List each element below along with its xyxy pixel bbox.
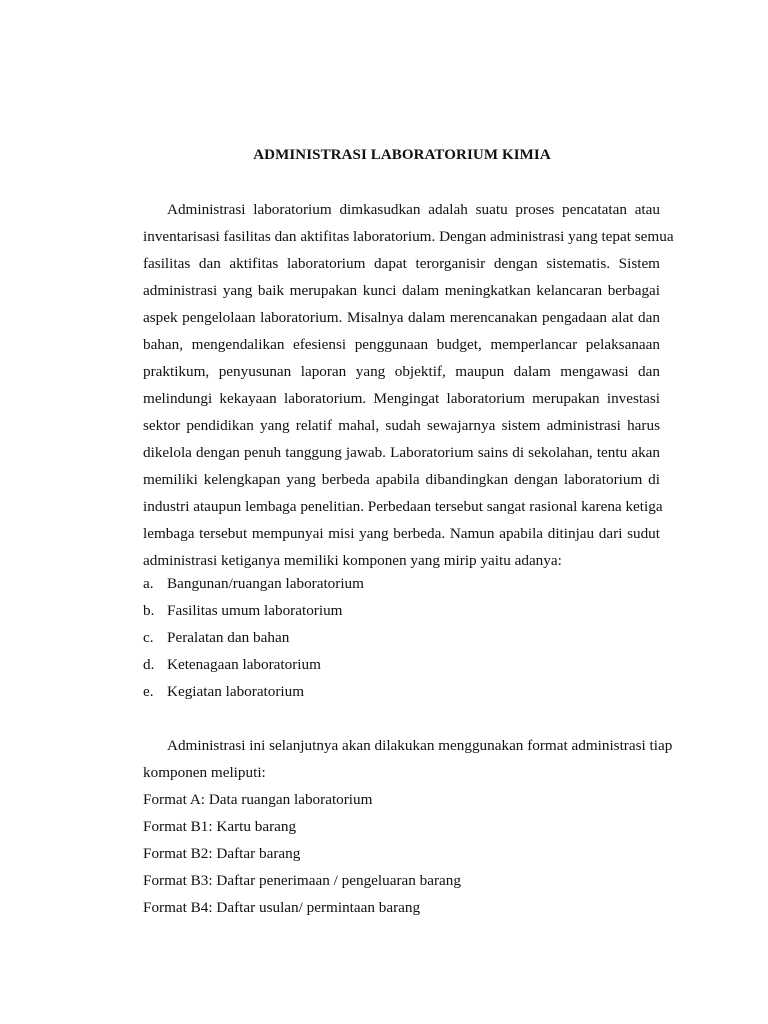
format-list [143, 786, 461, 921]
paragraph-line: administrasi ketiganya memiliki komponen yang mirip yaitu adanya: [143, 552, 562, 569]
paragraph-line: dikelola dengan penuh tanggung jawab. Laboratorium sains di sekolahan, tentu akan [143, 444, 660, 461]
list-marker: d. [143, 656, 155, 673]
paragraph-line: lembaga tersebut mempunyai misi yang berbeda. Namun apabila ditinjau dari sudut [143, 525, 660, 542]
list-marker: c. [143, 629, 154, 646]
paragraph-line: memiliki kelengkapan yang berbeda apabila dibandingkan dengan laboratorium di [143, 471, 660, 488]
list-marker: b. [143, 602, 155, 619]
list-item-text: Fasilitas umum laboratorium [167, 602, 343, 619]
component-list [143, 570, 364, 705]
paragraph-line: administrasi yang baik merupakan kunci dalam meningkatkan kelancaran berbagai [143, 282, 660, 299]
paragraph-line: Administrasi laboratorium dimkasudkan adalah suatu proses pencatatan atau [167, 201, 660, 218]
paragraph-line: sektor pendidikan yang relatif mahal, sudah sewajarnya sistem administrasi harus [143, 417, 660, 434]
paragraph-line: fasilitas dan aktifitas laboratorium dapat terorganisir dengan sistematis. Sistem [143, 255, 660, 272]
paragraph-line: Administrasi ini selanjutnya akan dilakukan menggunakan format administrasi tiap [167, 737, 673, 754]
list-item [143, 570, 364, 597]
list-marker: e. [143, 683, 154, 700]
format-item: Format B3: Daftar penerimaan / pengeluaran barang [143, 872, 461, 889]
paragraph-line: inventarisasi fasilitas dan aktifitas laboratorium. Dengan administrasi yang tepat semua [143, 228, 674, 245]
format-intro-paragraph [143, 732, 673, 786]
paragraph-line: bahan, mengendalikan efesiensi penggunaan budget, memperlancar pelaksanaan [143, 336, 660, 353]
list-item-text: Ketenagaan laboratorium [167, 656, 321, 673]
paragraph-line: industri ataupun lembaga penelitian. Perbedaan tersebut sangat rasional karena ketiga [143, 498, 663, 515]
list-marker: a. [143, 575, 154, 592]
list-item-text: Peralatan dan bahan [167, 629, 290, 646]
intro-paragraph [143, 196, 674, 574]
document-title: ADMINISTRASI LABORATORIUM KIMIA [253, 147, 551, 163]
list-item [143, 651, 364, 678]
list-item [143, 678, 364, 705]
list-item [143, 597, 364, 624]
format-item: Format B1: Kartu barang [143, 818, 297, 835]
format-item: Format B2: Daftar barang [143, 845, 301, 862]
list-item-text: Bangunan/ruangan laboratorium [167, 575, 364, 592]
format-item: Format B4: Daftar usulan/ permintaan barang [143, 899, 421, 916]
paragraph-line: komponen meliputi: [143, 764, 266, 781]
paragraph-line: aspek pengelolaan laboratorium. Misalnya dalam merencanakan pengadaan alat dan [143, 309, 660, 326]
format-item: Format A: Data ruangan laboratorium [143, 791, 373, 808]
list-item [143, 624, 364, 651]
paragraph-line: praktikum, penyusunan laporan yang objektif, maupun dalam mengawasi dan [143, 363, 660, 380]
paragraph-line: melindungi kekayaan laboratorium. Mengingat laboratorium merupakan investasi [143, 390, 660, 407]
list-item-text: Kegiatan laboratorium [167, 683, 305, 700]
